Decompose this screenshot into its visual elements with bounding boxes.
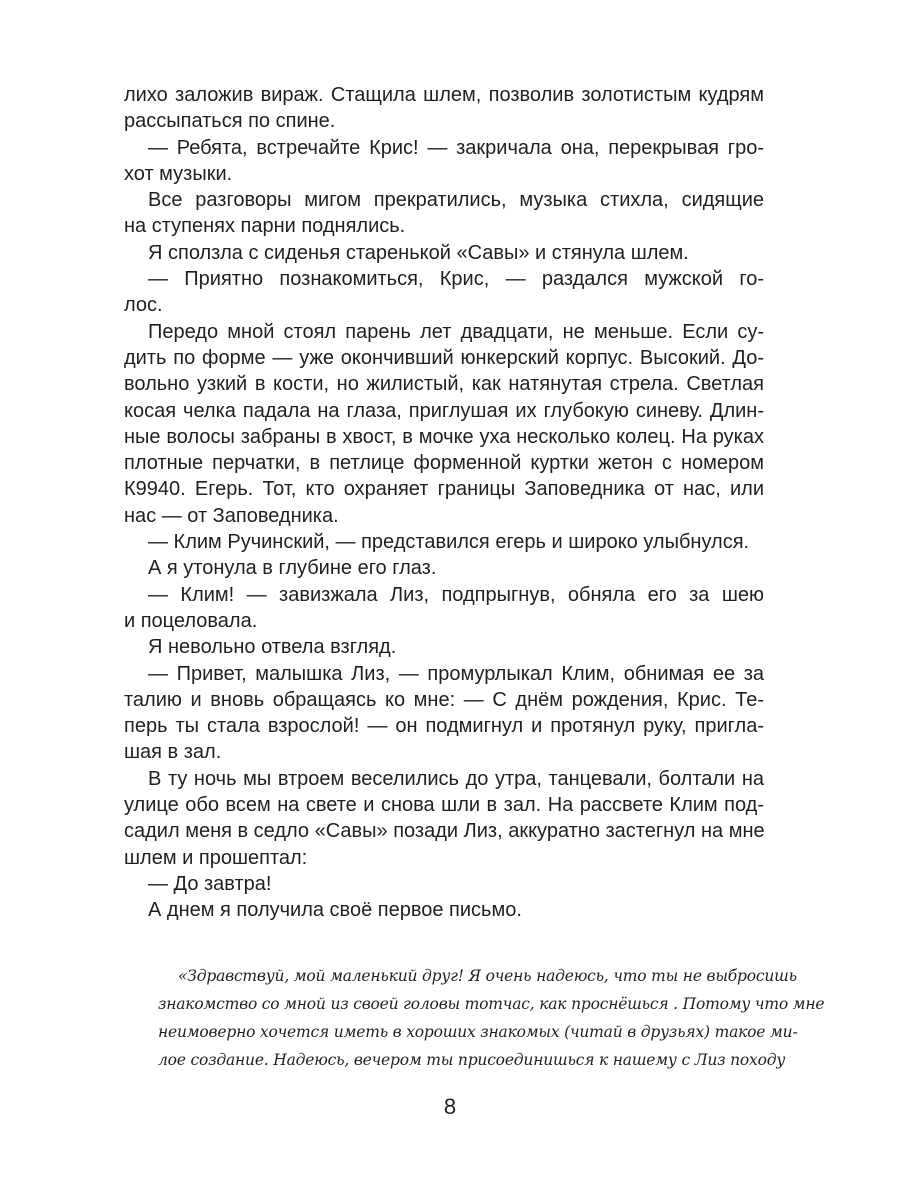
text-line: — До завтра! bbox=[148, 872, 272, 895]
paragraph bbox=[124, 529, 764, 555]
handwritten-letter bbox=[158, 962, 825, 1074]
text-line: нас — от Заповедника. bbox=[124, 504, 339, 527]
text-line: косая челка падала на глаза, приглушая их глубокую синеву. Длин- bbox=[124, 399, 764, 422]
text-line: ные волосы забраны в хвост, в мочке уха несколько колец. На руках bbox=[124, 425, 764, 448]
page-number: 8 bbox=[443, 1094, 457, 1119]
paragraph bbox=[124, 766, 764, 871]
paragraph bbox=[124, 897, 764, 923]
letter-line: лое создание. Надеюсь, вечером ты присоединишься к нашему с Лиз походу bbox=[158, 1051, 786, 1069]
paragraph bbox=[124, 135, 764, 188]
text-line: В ту ночь мы втроем веселились до утра, танцевали, болтали на bbox=[148, 767, 764, 790]
text-line: — Приятно познакомиться, Крис, — раздался мужской го- bbox=[148, 268, 764, 291]
paragraph bbox=[124, 82, 764, 135]
paragraph bbox=[124, 240, 764, 266]
letter-line: знакомство со мной из своей головы тотчас, как проснёшься . Потому что мне bbox=[158, 995, 825, 1013]
text-line: Я невольно отвела взгляд. bbox=[148, 636, 397, 659]
paragraph bbox=[124, 582, 764, 635]
text-line: А я утонула в глубине его глаз. bbox=[148, 557, 437, 580]
text-line: — Клим Ручинский, — представился егерь и широко улыбнулся. bbox=[148, 531, 750, 554]
letter-line: неимоверно хочется иметь в хороших знакомых (читай в друзьях) такое ми- bbox=[158, 1023, 798, 1041]
paragraph bbox=[124, 319, 764, 529]
paragraph bbox=[124, 871, 764, 897]
paragraph bbox=[124, 187, 764, 240]
text-line: шая в зал. bbox=[124, 741, 222, 764]
text-line: вольно узкий в кости, но жилистый, как натянутая стрела. Светлая bbox=[124, 373, 764, 396]
body-text bbox=[124, 82, 764, 924]
text-line: — Привет, малышка Лиз, — промурлыкал Клим, обнимая ее за bbox=[148, 662, 764, 685]
text-line: А днем я получила своё первое письмо. bbox=[148, 899, 522, 922]
letter-line: «Здравствуй, мой маленький друг! Я очень надеюсь, что ты не выбросишь bbox=[178, 967, 797, 985]
text-line: рассыпаться по спине. bbox=[124, 110, 336, 133]
text-line: — Ребята, встречайте Крис! — закричала она, перекрывая гро- bbox=[148, 136, 764, 159]
text-line: и поцеловала. bbox=[124, 609, 258, 632]
text-line: — Клим! — завизжала Лиз, подпрыгнув, обняла его за шею bbox=[148, 583, 764, 606]
text-line: Передо мной стоял парень лет двадцати, не меньше. Если су- bbox=[148, 320, 764, 343]
text-line: талию и вновь обращаясь ко мне: — С днём рождения, Крис. Те- bbox=[124, 688, 764, 711]
paragraph bbox=[124, 634, 764, 660]
text-line: плотные перчатки, в петлице форменной куртки жетон с номером bbox=[124, 452, 764, 475]
text-line: Все разговоры мигом прекратились, музыка стихла, сидящие bbox=[148, 189, 764, 212]
text-line: Я сползла с сиденья старенькой «Савы» и стянула шлем. bbox=[148, 241, 689, 264]
text-line: на ступенях парни поднялись. bbox=[124, 215, 406, 238]
paragraph bbox=[124, 266, 764, 319]
text-line: садил меня в седло «Савы» позади Лиз, аккуратно застегнул на мне bbox=[124, 820, 765, 843]
paragraph bbox=[124, 661, 764, 766]
paragraph bbox=[124, 555, 764, 581]
text-line: хот музыки. bbox=[124, 162, 233, 185]
text-line: дить по форме — уже окончивший юнкерский корпус. Высокий. До- bbox=[124, 346, 764, 369]
text-line: лос. bbox=[124, 294, 163, 317]
text-line: улице обо всем на свете и снова шли в зал. На рассвете Клим под- bbox=[124, 794, 764, 817]
text-line: лихо заложив вираж. Стащила шлем, позволив золотистым кудрям bbox=[124, 84, 764, 106]
text-line: К9940. Егерь. Тот, кто охраняет границы Заповедника от нас, или bbox=[124, 478, 764, 501]
text-line: перь ты стала взрослой! — он подмигнул и протянул руку, пригла- bbox=[124, 715, 764, 738]
text-line: шлем и прошептал: bbox=[124, 846, 308, 869]
